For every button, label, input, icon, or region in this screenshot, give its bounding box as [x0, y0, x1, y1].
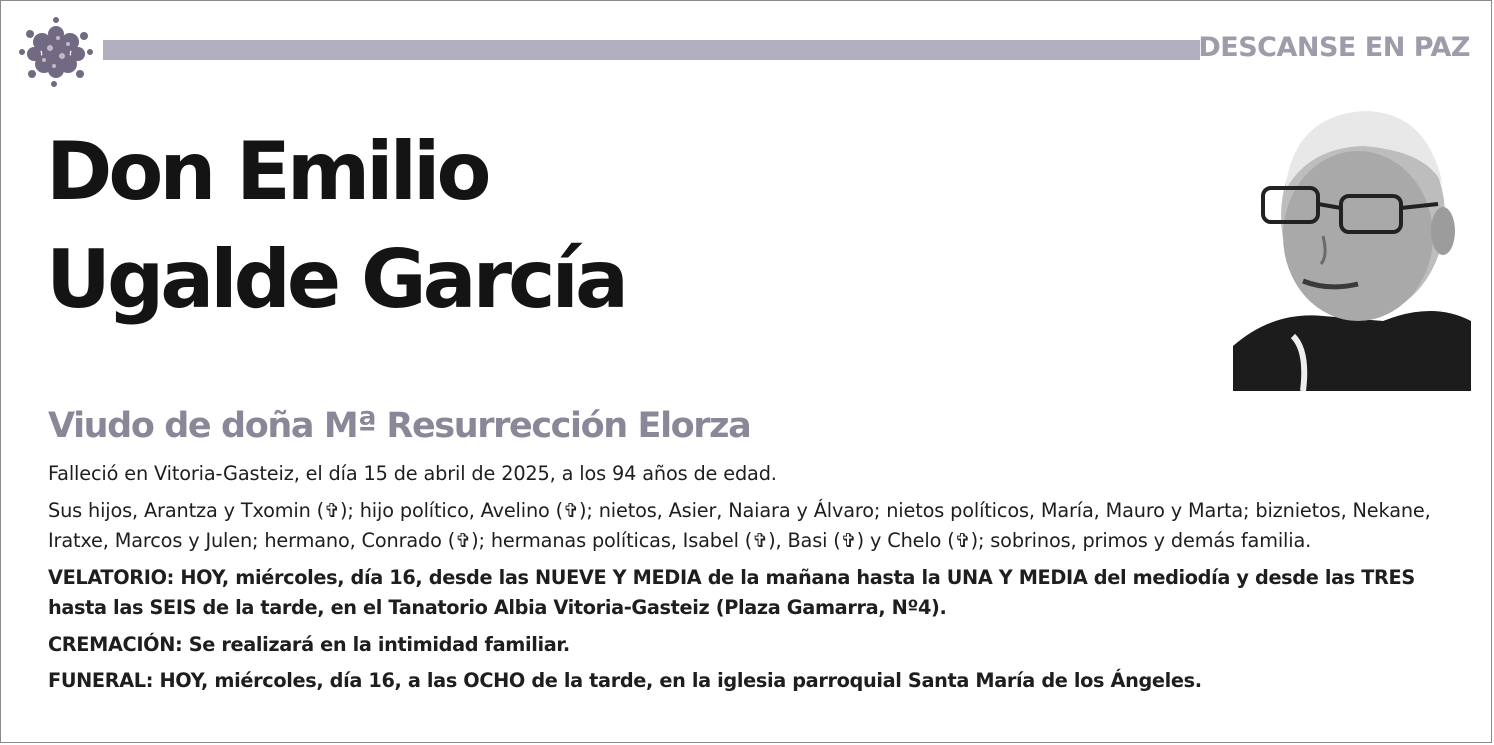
- deceased-name: [46, 118, 625, 334]
- portrait-photo: [1233, 96, 1471, 391]
- notice-body: [48, 459, 1458, 701]
- cremacion-info: CREMACIÓN: Se realizará en la intimidad familiar.: [48, 632, 570, 656]
- header-accent-bar: [103, 40, 1200, 60]
- funeral-info: FUNERAL: HOY, miércoles, día 16, a las OCHO de la tarde, en la iglesia parroquial Santa María de los Ángeles.: [48, 669, 1202, 692]
- flower-ornament-icon: [14, 12, 98, 90]
- velatorio-info: VELATORIO: HOY, miércoles, día 16, desde las NUEVE Y MEDIA de la mañana hasta la UNA Y MEDIA del mediodía y desde las TRES hasta las SEIS de la tarde, en el Tanatorio Albia Vitoria-Gasteiz (Plaza Gamarra, Nº4).: [48, 565, 1415, 619]
- name-line-2: Ugalde García: [46, 233, 625, 326]
- death-statement: Falleció en Vitoria-Gasteiz, el día 15 de abril de 2025, a los 94 años de edad.: [48, 462, 777, 485]
- banner-title: DESCANSE EN PAZ: [1198, 32, 1470, 63]
- family-list: Sus hijos, Arantza y Txomin (✞); hijo político, Avelino (✞); nietos, Asier, Naiara y Álvaro; nietos políticos, María, Mauro y Marta; biznietos, Nekane, Iratxe, Marcos y Julen; hermano, Conrado (✞); hermanas políticas, Isabel (✞), Basi (✞) y Chelo (✞); sobrinos, primos y demás familia.: [48, 498, 1431, 552]
- widow-of-line: Viudo de doña Mª Resurrección Elorza: [48, 406, 751, 446]
- name-line-1: Don Emilio: [46, 125, 488, 218]
